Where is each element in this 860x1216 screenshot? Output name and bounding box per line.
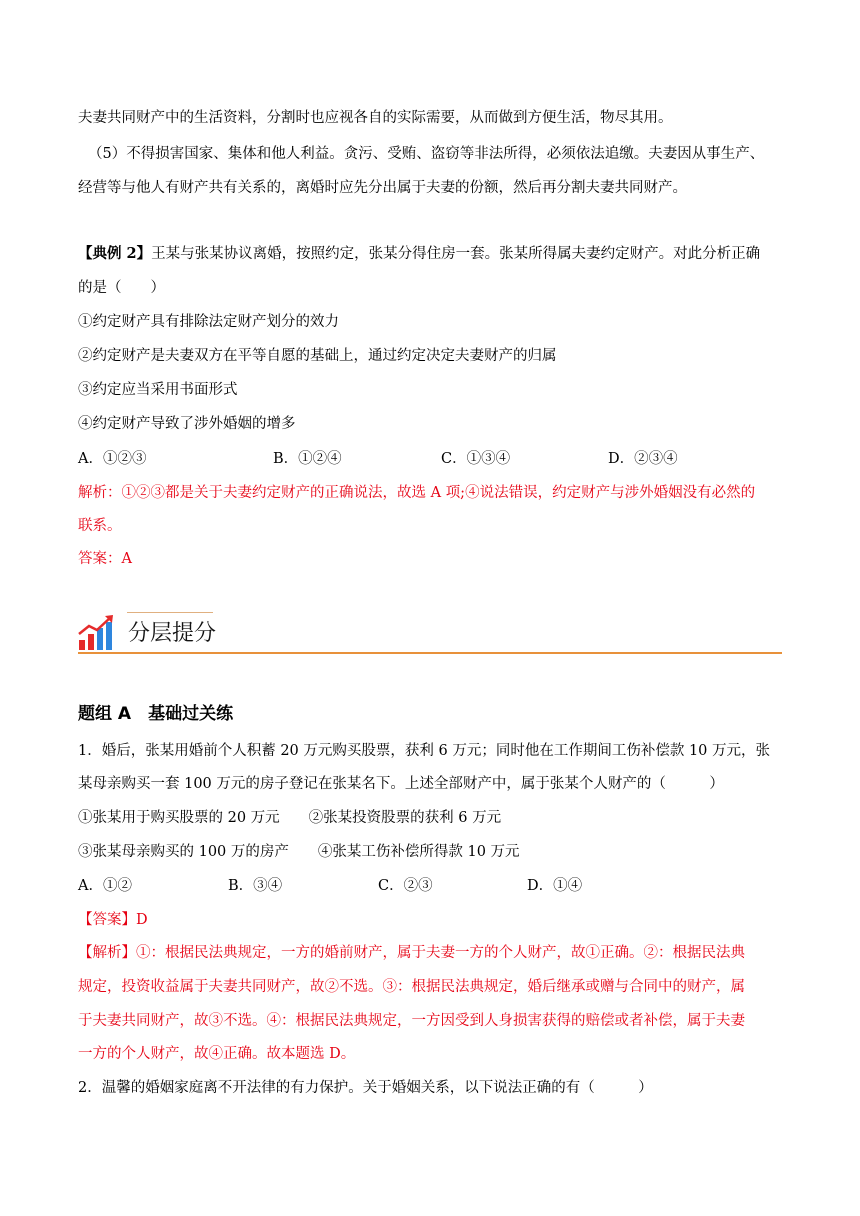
example2-item-1: ①约定财产具有排除法定财产划分的效力 (78, 314, 339, 330)
q1-option-b: B．③④ (228, 878, 283, 894)
q1-items-row-2: ③张某母亲购买的 100 万的房产 ④张某工伤补偿所得款 10 万元 (78, 844, 520, 860)
example2-option-d: D．②③④ (608, 451, 678, 467)
example2-option-c: C．①③④ (441, 451, 511, 467)
section-header (78, 606, 782, 654)
q1-option-c: C．②③ (378, 878, 433, 894)
q1-analysis-line-4: 一方的个人财产，故④正确。故本题选 D。 (78, 1046, 356, 1062)
q1-stem-line-1: 1．婚后，张某用婚前个人积蓄 20 万元购买股票，获利 6 万元；同时他在工作期间工伤补偿款 10 万元，张 (78, 743, 771, 759)
example2-analysis-line-1: 解析：①②③都是关于夫妻约定财产的正确说法，故选 A 项;④说法错误，约定财产与涉外婚姻没有必然的 (78, 485, 756, 501)
group-a-title: 题组 A 基础过关练 (78, 704, 234, 724)
q1-stem-line-2: 某母亲购买一套 100 万元的房子登记在张某名下。上述全部财产中，属于张某个人财产的（ ） (78, 776, 724, 792)
q1-analysis-line-3: 于夫妻共同财产，故③不选。④：根据民法典规定，一方因受到人身损害获得的赔偿或者补偿，属于夫妻 (78, 1013, 745, 1029)
example2-stem-text: 王某与张某协议离婚，按照约定，张某分得住房一套。张某所得属夫妻约定财产。对此分析正确 (151, 246, 761, 262)
example2-stem-line-1 (78, 244, 760, 264)
section-underline (78, 652, 782, 654)
example2-analysis-line-2: 联系。 (78, 518, 122, 534)
q1-analysis-line-2: 规定，投资收益属于夫妻共同财产，故②不选。③：根据民法典规定，婚后继承或赠与合同中的财产，属 (78, 979, 745, 995)
q2-stem: 2．温馨的婚姻家庭离不开法律的有力保护。关于婚姻关系，以下说法正确的有（ ） (78, 1080, 653, 1096)
intro-line-3: 经营等与他人有财产共有关系的，离婚时应先分出属于夫妻的份额，然后再分割夫妻共同财产。 (78, 180, 687, 196)
section-title-topline (127, 612, 213, 613)
section-title: 分层提分 (128, 621, 217, 646)
example2-item-2: ②约定财产是夫妻双方在平等自愿的基础上，通过约定决定夫妻财产的归属 (78, 348, 557, 364)
example2-item-4: ④约定财产导致了涉外婚姻的增多 (78, 416, 296, 432)
q1-option-d: D．①④ (527, 878, 583, 894)
example2-answer: 答案：A (78, 551, 132, 567)
intro-line-2: （5）不得损害国家、集体和他人利益。贪污、受贿、盗窃等非法所得，必须依法追缴。夫妻因从事生产、 (88, 146, 765, 162)
q1-items-row-1: ①张某用于购买股票的 20 万元 ②张某投资股票的获利 6 万元 (78, 810, 502, 826)
example2-option-b: B．①②④ (273, 451, 342, 467)
example2-stem-line-2: 的是（ ） (78, 280, 165, 296)
intro-line-1: 夫妻共同财产中的生活资料，分割时也应视各自的实际需要，从而做到方便生活，物尽其用。 (78, 110, 673, 126)
example2-item-3: ③约定应当采用书面形式 (78, 382, 238, 398)
rising-bar-chart-icon (78, 614, 116, 652)
q1-option-a: A．①② (78, 878, 132, 894)
q1-answer: 【答案】D (78, 912, 148, 928)
q1-analysis-line-1: 【解析】①：根据民法典规定，一方的婚前财产，属于夫妻一方的个人财产，故①正确。②：根据民法典 (78, 945, 745, 961)
example2-tag: 【典例 2】 (78, 245, 152, 262)
example2-option-a: A．①②③ (78, 451, 147, 467)
